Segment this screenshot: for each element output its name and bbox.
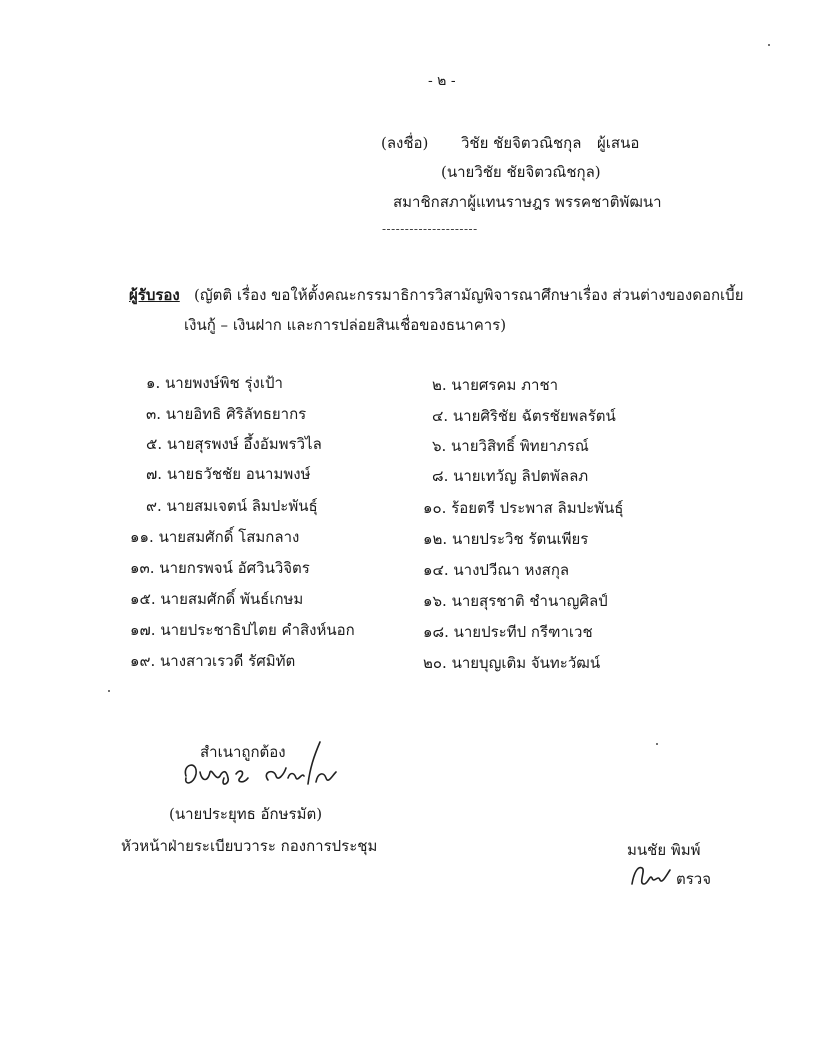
endorser-item: ๑๔. นางปวีณา หงสกุล [423,561,570,579]
endorser-item: ๘. นายเทวัญ ลิปตพัลลภ [432,467,589,485]
scan-speck [768,44,770,46]
sign-prefix: (ลงชื่อ) [381,134,429,152]
endorsers-heading: ผู้รับรอง [129,286,180,304]
endorser-item: ๑๖. นายสุรชาติ ชำนาญศิลป์ [423,592,608,610]
checked-label: ตรวจ [676,870,712,888]
endorser-item: ๑๘. นายประทีป กรีฑาเวช [423,623,593,641]
divider-dashes: --------------------- [382,222,478,236]
typist-name: มนชัย พิมพ์ [627,841,701,859]
endorser-item: ๑. นายพงษ์พิช รุ่งเป้า [146,374,283,392]
endorser-item: ๙. นายสมเจตน์ ลิมปะพันธุ์ [146,497,318,515]
endorser-item: ๑๙. นางสาวเรวดี รัศมิทัต [130,652,296,670]
motion-subject-line2: เงินกู้ – เงินฝาก และการปล่อยสินเชื่อของธนาคาร) [184,316,507,334]
motion-subject-line1: (ญัตติ เรื่อง ขอให้ตั้งคณะกรรมาธิการวิสามัญพิจารณาศึกษาเรื่อง ส่วนต่างของดอกเบี้ย [194,286,744,304]
handwritten-signature [176,738,346,800]
scan-speck [656,743,658,745]
endorser-item: ๗. นายธวัชชัย อนามพงษ์ [146,465,311,483]
signer-role: ผู้เสนอ [597,134,640,152]
endorser-item: ๑๕. นายสมศักดิ์ พันธ์เกษม [130,590,304,608]
endorser-item: ๔. นายศิริชัย ฉัตรชัยพลรัตน์ [432,407,616,425]
endorser-item: ๒. นายศรคม ภาชา [432,376,559,394]
scan-speck [108,690,110,692]
signer-position: สมาชิกสภาผู้แทนราษฎร พรรคชาติพัฒนา [393,193,662,211]
endorser-item: ๑๓. นายกรพจน์ อัศวินวิจิตร [130,559,310,577]
endorser-item: ๑๒. นายประวิช รัตนเพียร [423,530,589,548]
page-number: - ๒ - [428,73,456,89]
signer-full-name: (นายวิชัย ชัยจิตวณิชกุล) [441,163,601,181]
endorser-item: ๖. นายวิสิทธิ์ พิทยาภรณ์ [432,437,589,455]
endorser-item: ๑๗. นายประชาธิปไตย คำสิงห์นอก [130,621,355,639]
certified-copy-label: สำเนาถูกต้อง [200,743,286,761]
endorser-item: ๑๐. ร้อยตรี ประพาส ลิมปะพันธุ์ [423,499,624,517]
signer-name: วิชัย ชัยจิตวณิชกุล [461,134,582,152]
initials-signature [628,862,674,892]
endorser-item: ๑๑. นายสมศักดิ์ โสมกลาง [130,528,300,546]
endorser-item: ๒๐. นายบุญเติม จันทะวัฒน์ [423,654,601,672]
certifier-position: หัวหน้าฝ่ายระเบียบวาระ กองการประชุม [121,837,378,855]
certifier-full-name: (นายประยุทธ อักษรมัต) [169,805,323,823]
endorser-item: ๕. นายสุรพงษ์ อึ้งอัมพรวิไล [146,435,322,453]
endorser-item: ๓. นายอิทธิ ศิริลัทธยากร [146,405,307,423]
